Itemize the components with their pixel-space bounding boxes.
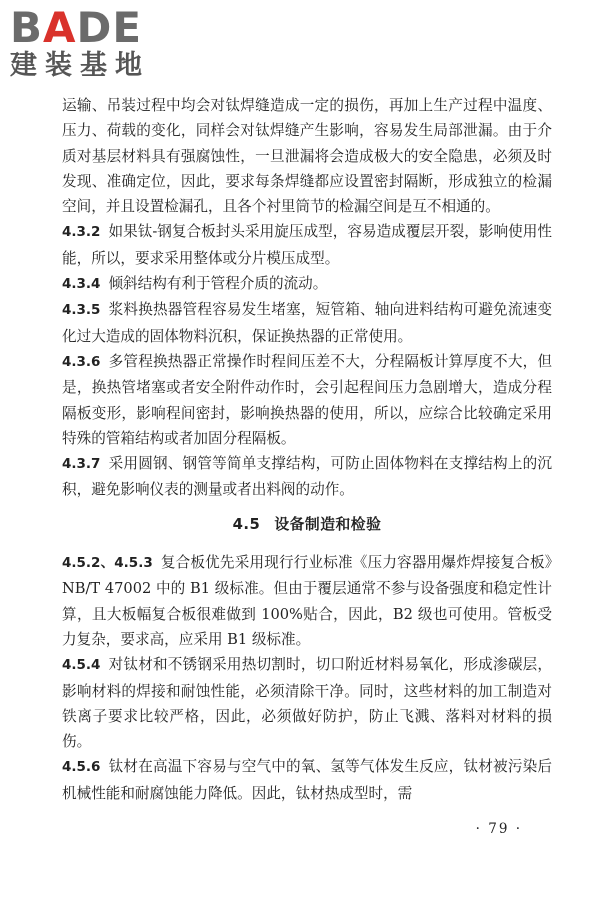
clause-number: 4.3.4 <box>62 276 101 293</box>
paragraph-continued <box>62 93 552 219</box>
bade-logo <box>10 3 180 86</box>
clause-number: 4.5.6 <box>62 759 101 776</box>
clause-number: 4.3.7 <box>62 456 101 473</box>
clause-4-3-4 <box>62 271 552 297</box>
clause-4-3-2 <box>62 219 552 271</box>
clause-number: 4.5.4 <box>62 657 101 674</box>
clause-4-3-6 <box>62 349 552 451</box>
section-number: 4.5 <box>232 515 261 533</box>
logo-letter-a: A <box>43 3 77 52</box>
clause-text: 对钛材和不锈钢采用热切割时，切口附近材料易氧化，形成渗碳层，影响材料的焊接和耐蚀性能，必须清除干净。同时，这些材料的加工制造对铁离子要求比较严格，因此，必须做好防护，防止飞溅、落料对材料的损伤。 <box>62 656 552 751</box>
clause-number: 4.3.6 <box>62 353 101 370</box>
clause-4-3-7 <box>62 451 552 503</box>
clause-number: 4.3.2 <box>62 224 101 241</box>
paragraph-text: 运输、吊装过程中均会对钛焊缝造成一定的损伤，再加上生产过程中温度、压力、荷载的变化，同样会对钛焊缝产生影响，容易发生局部泄漏。由于介质对基层材料具有强腐蚀性，一旦泄漏将会造成极大的安全隐患，必须及时发现、准确定位，因此，要求每条焊缝都应设置密封隔断，形成独立的检漏空间，并且设置检漏孔，且各个衬里筒节的检漏空间是互不相通的。 <box>62 97 552 216</box>
clause-text: 倾斜结构有利于管程介质的流动。 <box>108 275 328 293</box>
clause-text: 浆料换热器管程容易发生堵塞，短管箱、轴向进料结构可避免流速变化过大造成的固体物料沉积，保证换热器的正常使用。 <box>62 301 552 345</box>
document-body <box>62 93 552 806</box>
logo-letter-b: B <box>10 3 44 52</box>
logo-letter-d: D <box>76 3 113 52</box>
clause-4-3-5 <box>62 297 552 349</box>
clause-text: 采用圆钢、钢管等简单支撑结构，可防止固体物料在支撑结构上的沉积，避免影响仪表的测量或者出料阀的动作。 <box>62 455 552 499</box>
logo-subtitle: 建装基地 <box>10 50 150 81</box>
clause-number: 4.3.5 <box>62 302 101 319</box>
clause-number: 4.5.2、4.5.3 <box>62 555 153 572</box>
clause-text: 如果钛-钢复合板封头采用旋压成型，容易造成覆层开裂，影响使用性能，所以，要求采用整体或分片模压成型。 <box>62 223 552 267</box>
clause-text: 复合板优先采用现行行业标准《压力容器用爆炸焊接复合板》NB/T 47002 中的 B1 级标准。但由于覆层通常不参与设备强度和稳定性计算，且大板幅复合板很难做到 100%贴合，因此，B2 级也可使用。管板受力复杂，要求高，应采用 B1 级标准。 <box>62 554 553 648</box>
section-title: 设备制造和检验 <box>274 515 382 533</box>
clause-4-5-2 <box>62 550 552 652</box>
logo-wordmark <box>10 3 180 52</box>
section-heading <box>62 512 552 537</box>
page-number: · 79 · <box>475 821 522 837</box>
clause-text: 多管程换热器正常操作时程间压差不大，分程隔板计算厚度不大，但是，换热管堵塞或者安全附件动作时，会引起程间压力急剧增大，造成分程隔板变形，影响程间密封，影响换热器的使用，所以，应综合比较确定采用特殊的管箱结构或者加固分程隔板。 <box>62 352 552 447</box>
clause-4-5-6 <box>62 754 552 806</box>
clause-text: 钛材在高温下容易与空气中的氧、氢等气体发生反应，钛材被污染后机械性能和耐腐蚀能力降低。因此，钛材热成型时，需 <box>62 758 552 802</box>
clause-4-5-4 <box>62 652 552 754</box>
logo-letter-e: E <box>112 3 143 52</box>
